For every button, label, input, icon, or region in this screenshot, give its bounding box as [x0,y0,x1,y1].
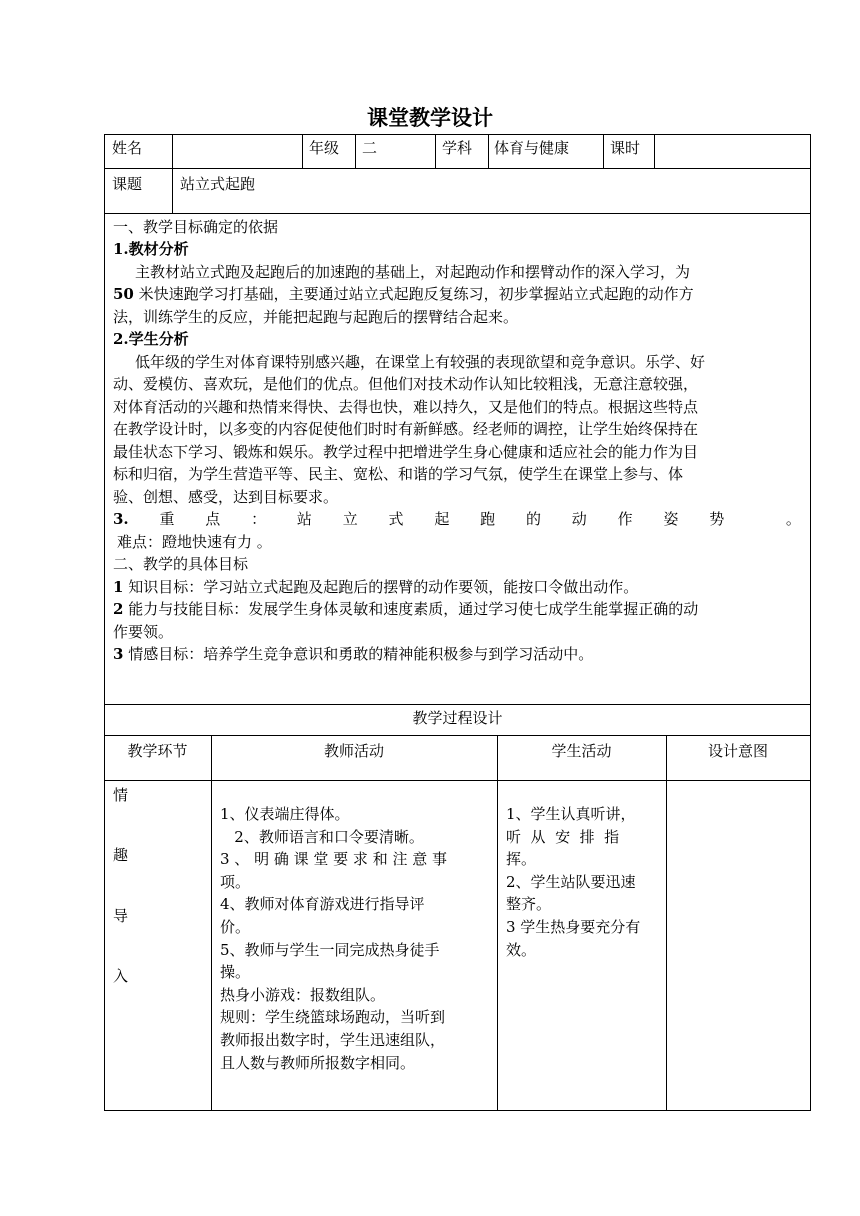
cell-divider [172,134,173,213]
cell-divider [211,735,212,1110]
table-row-divider [104,168,811,169]
material-heading [113,238,801,261]
student-line: 低年级的学生对体育课特别感兴趣，在课堂上有较强的表现欲望和竞争意识。乐学、好 [135,353,706,371]
stage-char: 趣 [113,846,129,864]
table-border-left [104,134,105,1111]
student-heading [113,328,801,351]
material-line-2 [113,283,801,306]
goal-number: 1 [113,578,124,596]
table-row-divider [104,213,811,214]
keypoint-char: 点 [205,510,221,528]
material-line-1: 主教材站立式跑及起跑后的加速跑的基础上，对起跑动作和摆臂动作的深入学习，为 [135,263,691,281]
stage-char: 导 [113,907,129,925]
stage-char: 入 [113,967,129,985]
goal-number: 2 [113,600,124,618]
difficulty-line: 难点：蹬地快速有力 。 [117,533,272,551]
cell-divider [435,134,436,168]
material-number: 50 [113,285,134,303]
teacher-line: 2、教师语言和口令要清晰。 [220,827,424,846]
student-line: 标和归宿，为学生营造平等、民主、宽松、和谐的学习气氛，使学生在课堂上参与、体 [113,465,684,483]
keypoint-char: 跑 [480,510,496,528]
material-line-3: 法，训练学生的反应，并能把起跑与起跑后的摆臂结合起来。 [113,308,519,326]
teacher-line: 1、仪表端庄得体。 [220,805,350,823]
teacher-line: 规则：学生绕篮球场跑动，当听到 [220,1008,446,1027]
section1-heading: 一、教学目标确定的依据 [113,218,279,236]
keypoint-char: 立 [342,510,358,528]
subject-value: 体育与健康 [494,139,570,157]
cell-divider [654,134,655,168]
process-heading: 教学过程设计 [412,709,503,727]
col-stage-header: 教学环节 [127,742,188,760]
subject-label: 学科 [442,139,473,157]
col-student-header: 学生活动 [551,742,612,760]
material-heading-text: 1.教材分析 [113,240,189,258]
keypoint-char: 势 [709,510,725,528]
table-border-top [104,134,811,135]
keypoint-char: 站 [296,510,312,528]
cell-divider [666,735,667,1110]
grade-value: 二 [362,139,378,157]
keypoint-char: 姿 [663,510,679,528]
goal-line [113,576,801,599]
cell-divider [497,735,498,1110]
topic-value: 站立式起跑 [180,175,256,193]
keypoint-char: 作 [617,510,633,528]
student-activity-line: 3 学生热身要充分有 [506,917,641,936]
cell-divider [603,134,604,168]
section2-heading: 二、教学的具体目标 [113,555,249,573]
cell-divider [302,134,303,168]
keypoint-line [113,508,801,531]
table-border-bottom [104,1110,811,1111]
student-line: 对体育活动的兴趣和热情来得快、去得也快，难以持久，又是他们的特点。根据这些特点 [113,398,699,416]
keypoint-char: 起 [434,510,450,528]
teacher-line: 且人数与教师所报数字相同。 [220,1053,416,1072]
teacher-line: 项。 [220,872,251,891]
cell-divider [355,134,356,168]
goal-text: 能力与技能目标：发展学生身体灵敏和速度素质，通过学习使七成学生能掌握正确的动 [123,600,699,618]
student-activity-line: 挥。 [506,850,537,869]
student-activity-line: 1、学生认真听讲， [506,805,636,823]
col-intent-header: 设计意图 [707,742,768,760]
teacher-line: 教师报出数字时，学生迅速组队， [220,1030,446,1049]
student-line: 最佳状态下学习、锻炼和娱乐。教学过程中把增进学生身心健康和适应社会的能力作为目 [113,443,699,461]
teacher-activity [220,803,490,1074]
keypoint-char: 的 [525,510,541,528]
grade-label: 年级 [309,139,340,157]
name-label: 姓名 [112,139,143,157]
goal-number: 3 [113,645,124,663]
table-row-divider [104,704,811,705]
student-line: 动、爱模仿、喜欢玩，是他们的优点。但他们对技术动作认知比较粗浅，无意注意较强， [113,375,699,393]
teacher-line: 5、教师与学生一同完成热身徒手 [220,940,440,959]
goal-line [113,643,801,666]
student-heading-text: 2.学生分析 [113,330,189,348]
student-activity-line: 听 从 安 排 指 [506,827,620,846]
stage-char: 情 [113,786,129,804]
student-line: 在教学设计时，以多变的内容促使他们时时有新鲜感。经老师的调控，让学生始终保持在 [113,420,699,438]
goal-text: 情感目标：培养学生竞争意识和勇敢的精神能积极参与到学习活动中。 [123,645,594,663]
teacher-line: 热身小游戏：报数组队。 [220,985,386,1004]
goal-line [113,598,801,621]
keypoint-char: 3. [113,510,129,528]
student-activity [506,803,661,961]
goal-line [113,621,801,644]
goal-text: 知识目标：学习站立式起跑及起跑后的摆臂的动作要领，能按口令做出动作。 [123,578,639,596]
keypoint-char: ： [251,510,267,528]
teacher-line: 4、教师对体育游戏进行指导评 [220,895,425,914]
teacher-line: 价。 [220,917,251,936]
topic-label: 课题 [112,175,143,193]
col-teacher-header: 教师活动 [323,742,384,760]
teacher-line: 3 、 明 确 课 堂 要 求 和 注 意 事 [220,850,447,869]
table-border-right [810,134,811,1111]
student-line: 验、创想、感受，达到目标要求。 [113,488,339,506]
material-line-2-text: 米快速跑学习打基础，主要通过站立式起跑反复练习，初步掌握站立式起跑的动作方 [133,285,694,303]
period-label: 课时 [610,139,641,157]
page-title: 课堂教学设计 [367,105,493,130]
student-activity-line: 效。 [506,940,537,959]
cell-divider [488,134,489,168]
keypoint-char: 。 [785,510,801,528]
goal-text: 作要领。 [113,623,174,641]
student-activity-line: 整齐。 [506,895,552,914]
student-activity-line: 2、学生站队要迅速 [506,872,636,891]
keypoint-char: 动 [571,510,587,528]
teacher-line: 操。 [220,963,251,982]
keypoint-char: 重 [159,510,175,528]
keypoint-char: 式 [388,510,404,528]
